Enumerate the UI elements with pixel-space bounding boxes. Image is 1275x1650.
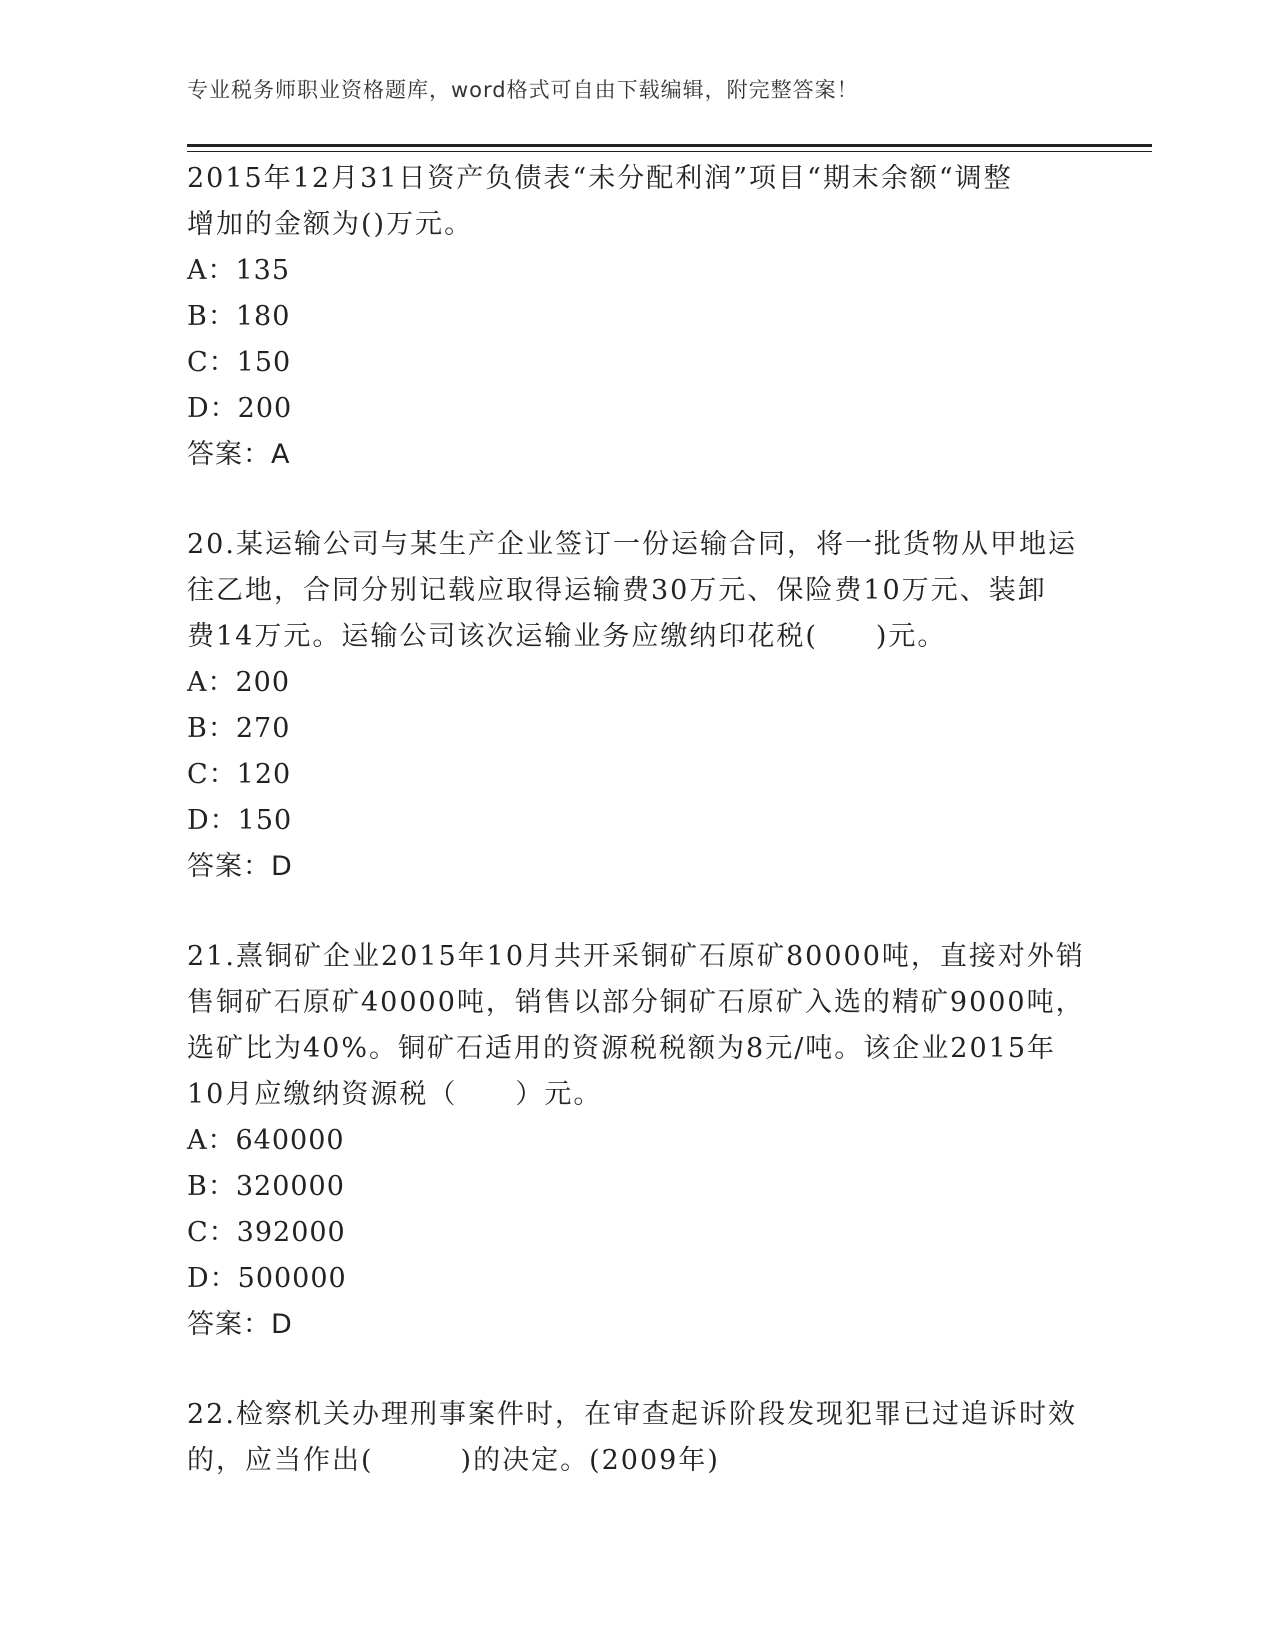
option-d: D：200	[187, 393, 293, 424]
question-21	[187, 934, 1087, 1348]
answer: 答案：D	[187, 1309, 293, 1340]
question-text: 2015年12月31日资产负债表“未分配利润”项目“期末余额“调整	[187, 163, 1013, 194]
option-b: B：270	[187, 713, 291, 744]
question-text: 售铜矿石原矿40000吨，销售以部分铜矿石原矿入选的精矿9000吨，	[187, 987, 1085, 1018]
answer: 答案：D	[187, 851, 293, 882]
option-b: B：180	[187, 301, 291, 332]
option-c: C：150	[187, 347, 292, 378]
option-d: D：150	[187, 805, 293, 836]
question-text: 22.检察机关办理刑事案件时，在审查起诉阶段发现犯罪已过追诉时效	[187, 1399, 1077, 1430]
option-b: B：320000	[187, 1171, 345, 1202]
option-a: A：200	[187, 667, 291, 698]
header-rule-thick	[187, 144, 1152, 147]
answer: 答案：A	[187, 439, 291, 470]
option-a: A：135	[187, 255, 291, 286]
option-c: C：392000	[187, 1217, 346, 1248]
question-text: 选矿比为40%。铜矿石适用的资源税税额为8元/吨。该企业2015年	[187, 1033, 1056, 1064]
question-text: 的，应当作出( )的决定。(2009年)	[187, 1445, 720, 1476]
question-text: 往乙地，合同分别记载应取得运输费30万元、保险费10万元、装卸	[187, 575, 1047, 606]
question-text: 21.熹铜矿企业2015年10月共开采铜矿石原矿80000吨，直接对外销	[187, 941, 1085, 972]
question-22	[187, 1392, 1087, 1484]
option-a: A：640000	[187, 1125, 345, 1156]
question-19	[187, 156, 1087, 478]
page-header: 专业税务师职业资格题库，word格式可自由下载编辑，附完整答案！	[187, 78, 859, 102]
header-rule-thin	[187, 151, 1152, 152]
question-text: 费14万元。运输公司该次运输业务应缴纳印花税( )元。	[187, 621, 947, 652]
question-text: 20.某运输公司与某生产企业签订一份运输合同，将一批货物从甲地运	[187, 529, 1077, 560]
option-c: C：120	[187, 759, 292, 790]
option-d: D：500000	[187, 1263, 347, 1294]
question-text: 增加的金额为()万元。	[187, 209, 474, 240]
question-list	[187, 156, 1087, 1484]
question-20	[187, 522, 1087, 890]
question-text: 10月应缴纳资源税（ ）元。	[187, 1079, 603, 1110]
